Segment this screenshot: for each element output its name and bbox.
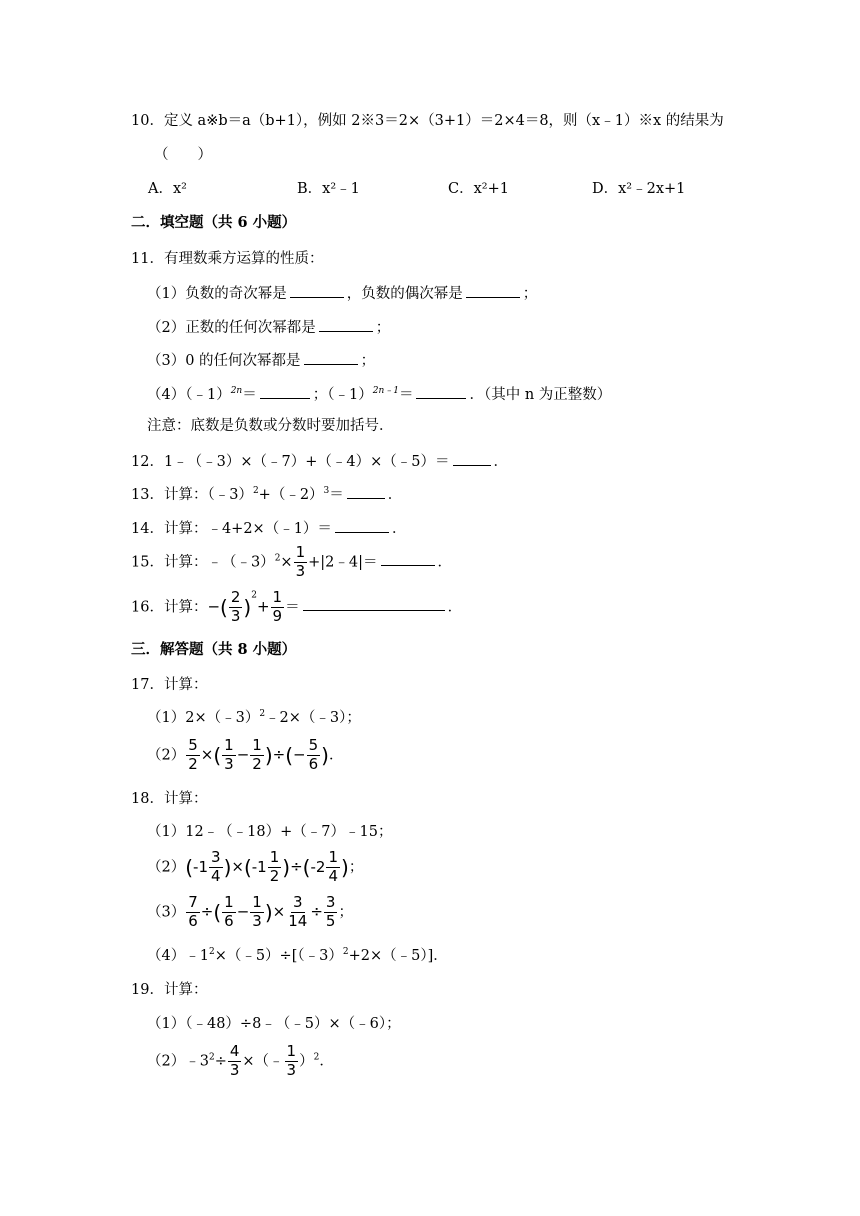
- answer-blank: [319, 319, 373, 332]
- question-13: 13．计算：（﹣3）$^2$+（﹣2）$^3$＝ ．: [131, 486, 403, 503]
- question-11-part-1: （1）负数的奇次幂是 ，负数的偶次幂是 ；: [147, 286, 538, 302]
- question-18-part-3: （3） $\frac{7}{6}$ ÷( $\frac{1}{6}$ − $\frac{1}{3}$ )× $\frac{3}{14}$ ÷ $\frac{3}{5}$ ；: [147, 893, 353, 930]
- question-18-part-4: $(4)﹣1^2\times(﹣5)\div[(﹣3)^2+2\times(﹣5)]$．: [147, 947, 448, 964]
- question-18-part-1: （1）12﹣（﹣18）+（﹣7）﹣15；: [147, 824, 393, 840]
- question-12: 12．1﹣（﹣3）×（﹣7）+（﹣4）×（﹣5）＝ ．: [131, 454, 509, 470]
- question-19-part-1: （1）（﹣48）÷8﹣（﹣5）×（﹣6）；: [147, 1016, 401, 1032]
- question-10-stem: 10．定义 a※b＝a（b+1），例如 2※3＝2×（3+1）＝2×4＝8，则（x﹣1）※x 的结果为: [131, 113, 724, 129]
- answer-blank: [453, 453, 491, 466]
- question-15: 15．计算：﹣（﹣3）$^2$× $\frac{1}{3}$ +|2﹣4|＝ ．: [131, 543, 452, 580]
- question-17-stem: 17．计算：: [131, 677, 208, 693]
- question-17-part-1: （1）2×（﹣3）$^2$﹣2×（﹣3）；: [147, 709, 361, 726]
- answer-blank: [335, 520, 389, 533]
- fraction: $\frac{1}{9}$: [272, 588, 283, 625]
- question-10-paren: （ ）: [154, 147, 212, 163]
- option-c: C．x²+1: [448, 181, 509, 197]
- question-11-part-2: （2）正数的任何次幂都是 ；: [147, 320, 391, 336]
- fraction: $\frac{1}{3}$: [295, 543, 306, 580]
- question-18-part-2: （2）( -1 $\frac{3}{4}$ )×( -1 $\frac{1}{2}$ )÷( -2 $\frac{1}{4}$ )；: [147, 848, 364, 885]
- answer-blank: [381, 553, 435, 566]
- question-17-part-2: （2） $\frac{5}{2}$ ×( $\frac{1}{3}$ − $\frac{1}{2}$ )÷(− $\frac{5}{6}$ )．: [147, 736, 344, 773]
- answer-blank: [303, 598, 445, 611]
- question-11-part-3: （3）0 的任何次幂都是 ；: [147, 353, 376, 369]
- fraction: $\frac{2}{3}$: [230, 588, 241, 625]
- section-3-title: 三．解答题（共 8 小题）: [131, 641, 297, 658]
- answer-blank: [466, 285, 520, 298]
- question-18-stem: 18．计算：: [131, 791, 208, 807]
- question-11-stem: 11．有理数乘方运算的性质：: [131, 251, 324, 267]
- question-16: 16．计算：−( $\frac{2}{3}$ )$^2$+ $\frac{1}{9}$ ＝ ．: [131, 588, 463, 625]
- question-11-part-4: （4）（﹣1）$^{2n}$＝ ；（﹣1）$^{2n﹣1}$＝ ．（其中 n 为正整数）: [147, 386, 612, 403]
- section-2-title: 二．填空题（共 6 小题）: [131, 214, 297, 231]
- answer-blank: [416, 386, 466, 399]
- question-11-note: 注意：底数是负数或分数时要加括号．: [147, 418, 394, 434]
- answer-blank: [290, 285, 344, 298]
- answer-blank: [304, 352, 358, 365]
- question-19-stem: 19．计算：: [131, 982, 208, 998]
- option-b: B．x²﹣1: [297, 181, 360, 197]
- answer-blank: [260, 386, 310, 399]
- answer-blank: [347, 486, 385, 499]
- option-a: A．x²: [148, 181, 187, 197]
- question-19-part-2: $(2)﹣3^2\div$ $\frac{4}{3}$ ×（﹣ $\frac{1}{3}$ ）$^2$．: [147, 1042, 334, 1079]
- question-14: 14．计算：﹣4+2×（﹣1）＝ ．: [131, 521, 407, 537]
- option-d: D．x²﹣2x+1: [592, 181, 686, 197]
